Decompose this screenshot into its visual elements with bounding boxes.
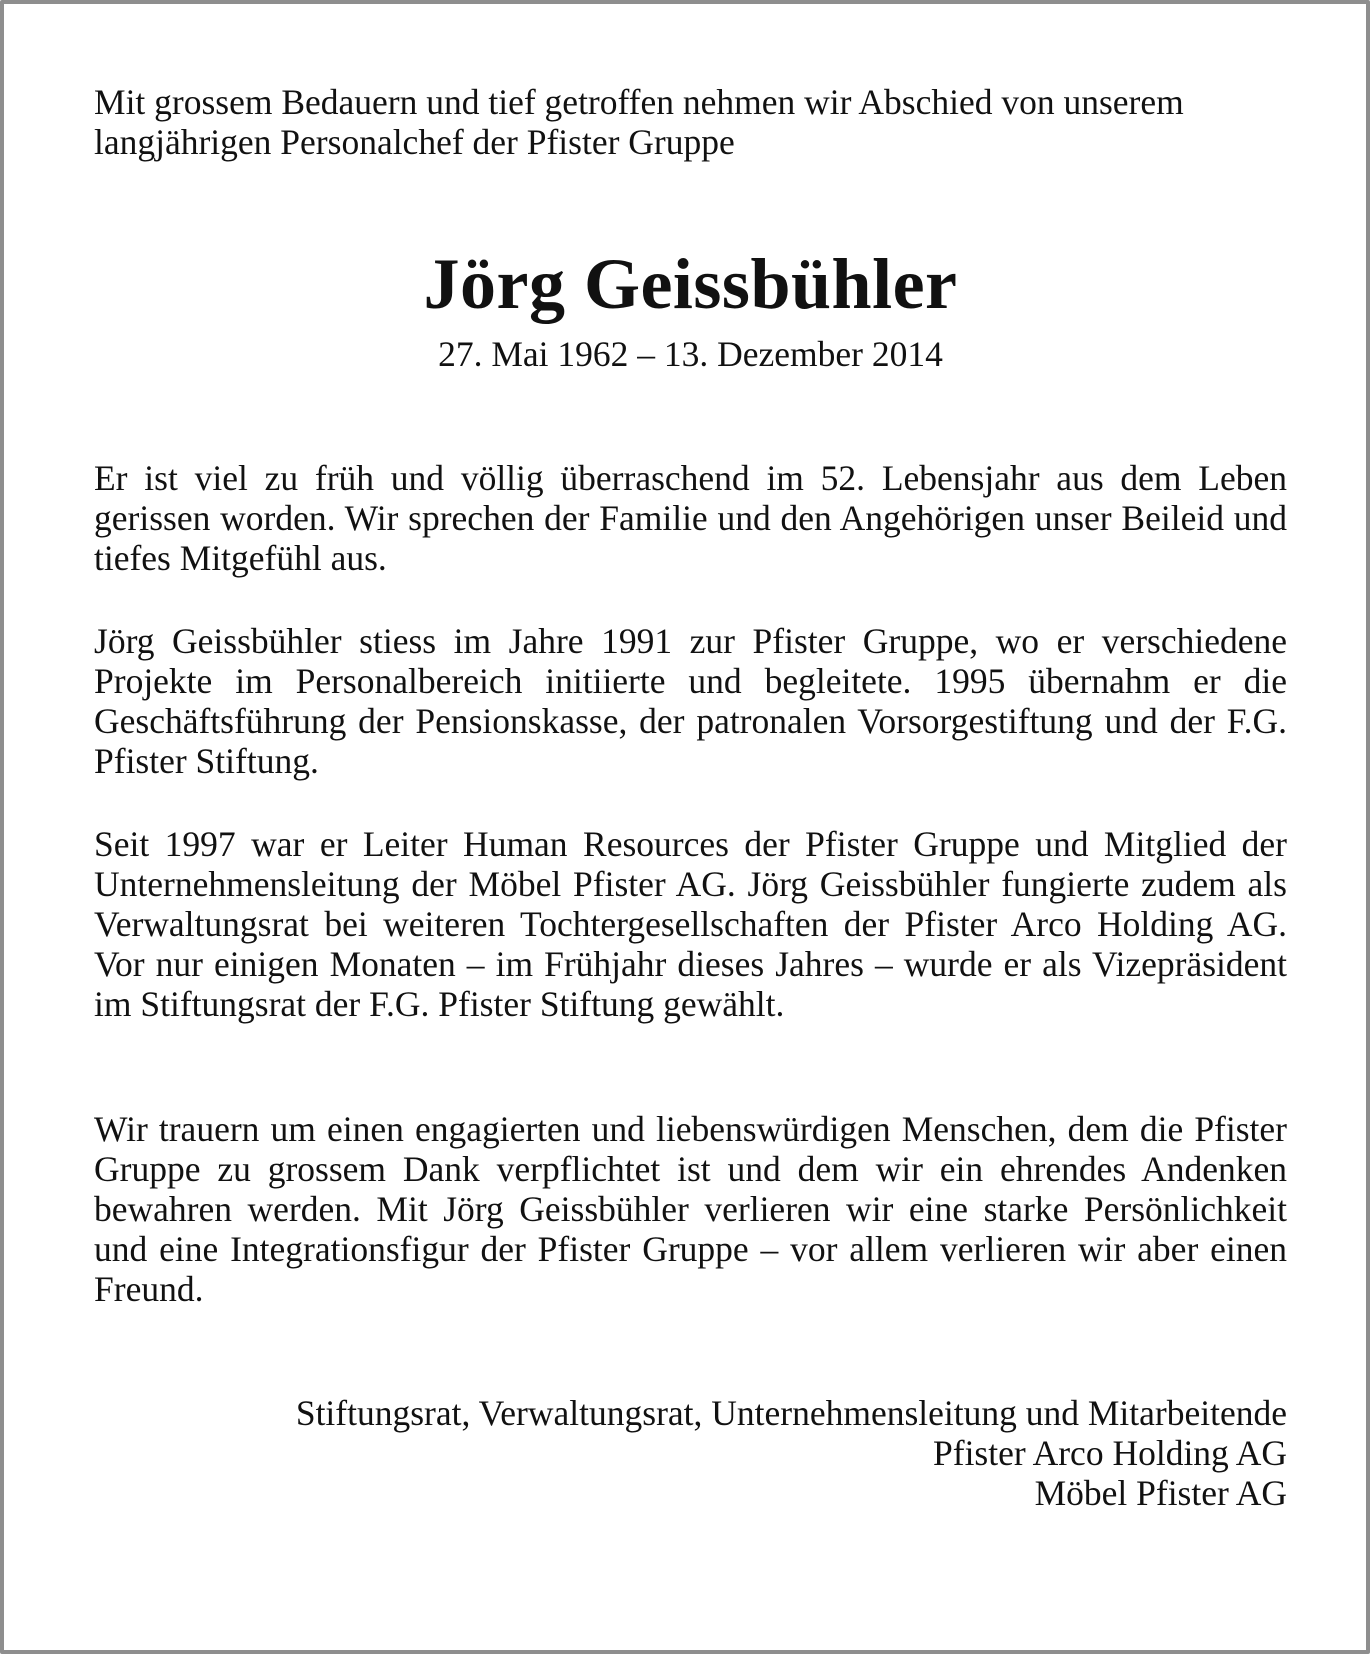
paragraph-career-start: Jörg Geissbühler stiess im Jahre 1991 zur Pfister Gruppe, wo er verschiedene Projekte im Personalbereich initiierte und begleitete. 1995 übernahm er die Geschäftsführung der Pensionskasse, der patronalen Vorsorgestiftung und der F.G. Pfister Stiftung. [94, 621, 1287, 781]
deceased-name: Jörg Geissbühler [423, 244, 958, 324]
signature-block [94, 1393, 1287, 1513]
paragraph-mourning: Wir trauern um einen engagierten und liebenswürdigen Menschen, dem die Pfister Gruppe zu grossem Dank verpflichtet ist und dem wir ein ehrendes Andenken bewahren werden. Mit Jörg Geissbühler verlieren wir eine starke Persönlichkeit und eine Integrationsfigur der Pfister Gruppe – vor allem verlieren wir aber einen Freund. [94, 1109, 1287, 1309]
paragraph-career-hr: Seit 1997 war er Leiter Human Resources der Pfister Gruppe und Mitglied der Unternehmensleitung der Möbel Pfister AG. Jörg Geissbühler fungierte zudem als Verwaltungsrat bei weiteren Tochtergesellschaften der Pfister Arco Holding AG. Vor nur einigen Monaten – im Frühjahr dieses Jahres – wurde er als Vizepräsident im Stiftungsrat der F.G. Pfister Stiftung gewählt. [94, 824, 1287, 1024]
signature-line-company: Möbel Pfister AG [1034, 1473, 1287, 1513]
signature-line-holding: Pfister Arco Holding AG [933, 1433, 1287, 1473]
notice-content [94, 82, 1287, 1513]
intro-text: Mit grossem Bedauern und tief getroffen nehmen wir Abschied von unserem langjährigen Personalchef der Pfister Gruppe [94, 82, 1184, 162]
paragraph-condolence: Er ist viel zu früh und völlig überraschend im 52. Lebensjahr aus dem Leben gerissen worden. Wir sprechen der Familie und den Angehörigen unser Beileid und tiefes Mitgefühl aus. [94, 458, 1287, 578]
life-dates: 27. Mai 1962 – 13. Dezember 2014 [438, 334, 943, 374]
signature-line-bodies: Stiftungsrat, Verwaltungsrat, Unternehmensleitung und Mitarbeitende [295, 1393, 1287, 1433]
